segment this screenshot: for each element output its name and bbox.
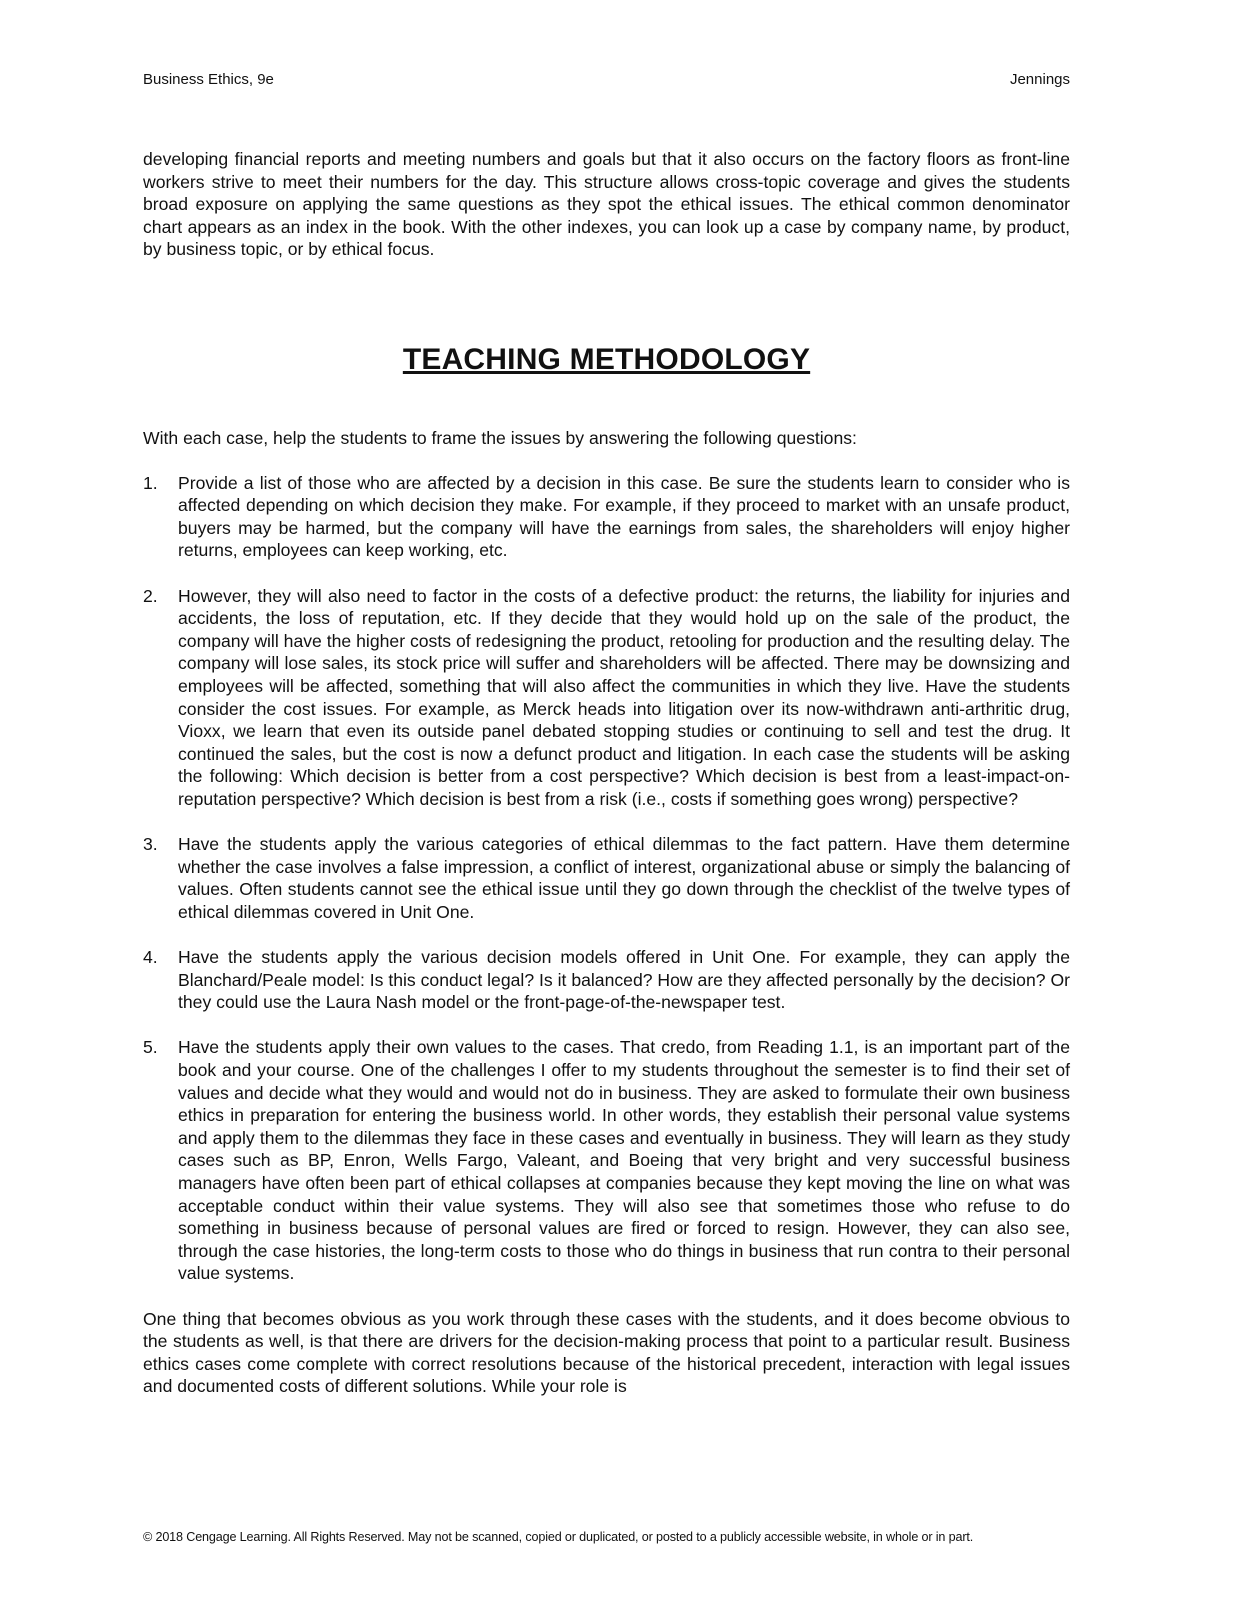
list-item-number: 4. [143, 947, 158, 968]
list-item-number: 2. [143, 585, 158, 606]
list-item-number: 1. [143, 472, 158, 493]
list-item-text: Have the students apply their own values to the cases. That credo, from Reading 1.1, is an important part of the book and your course. One of the challenges I offer to my students throughout the semester is to find their set of values and decide what they would and would not do in business. They are asked to formulate their own business ethics in preparation for entering the business world. In other words, they establish their personal value systems and apply them to the dilemmas they face in these cases and eventually in business. They will learn as they study cases such as BP, Enron, Wells Fargo, Valeant, and Boeing that very bright and very successful business managers have often been part of ethical collapses at companies because they kept moving the line on what was acceptable conduct within their value systems. They will also see that sometimes those who refuse to do something in business because of personal values are fired or forced to resign. However, they can also see, through the case histories, the long-term costs to those who do things in business that run contra to their personal value systems. [178, 1037, 1070, 1284]
list-item-text: However, they will also need to factor in the costs of a defective product: the returns, the liability for injuries and accidents, the loss of reputation, etc. If they decide that they would hold up on the sale of the product, the company will have the higher costs of redesigning the product, retooling for production and the resulting delay. The company will lose sales, its stock price will suffer and shareholders will be affected. There may be downsizing and employees will be affected, something that will also affect the communities in which they live. Have the students consider the cost issues. For example, as Merck heads into litigation over its now-withdrawn anti-arthritic drug, Vioxx, we learn that even its outside panel debated stopping studies or continuing to sell and test the drug. It continued the sales, but the cost is now a defunct product and litigation. In each case the students will be asking the following: Which decision is better from a cost perspective? Which decision is best from a least-impact-on-reputation perspective? Which decision is best from a risk (i.e., costs if something goes wrong) perspective? [178, 585, 1070, 809]
list-item [143, 1036, 1070, 1285]
list-item [143, 833, 1070, 923]
list-item [143, 946, 1070, 1014]
page-header [143, 70, 1070, 90]
list-item-text: Have the students apply the various categories of ethical dilemmas to the fact pattern. Have them determine whether the case involves a false impression, a conflict of interest, organizational abuse or simply the balancing of values. Often students cannot see the ethical issue until they go down through the checklist of the twelve types of ethical dilemmas covered in Unit One. [178, 834, 1070, 922]
author-name: Jennings [1009, 71, 1070, 88]
section-title: TEACHING METHODOLOGY [402, 342, 811, 376]
intro-paragraph: developing financial reports and meeting numbers and goals but that it also occurs on the factory floors as front-line workers strive to meet their numbers for the day. This structure allows cross-topic coverage and gives the students broad exposure on applying the same questions as they spot the ethical issues. The ethical common denominator chart appears as an index in the book. With the other indexes, you can look up a case by company name, by product, by business topic, or by ethical focus. [143, 149, 1070, 260]
book-title: Business Ethics, 9e [143, 71, 274, 88]
list-item [143, 472, 1070, 562]
page-content [143, 148, 1070, 1398]
copyright-footer: © 2018 Cengage Learning. All Rights Reserved. May not be scanned, copied or duplicated, or posted to a publicly accessible website, in whole or in part. [143, 1530, 974, 1544]
list-item-text: Provide a list of those who are affected by a decision in this case. Be sure the students learn to consider who is affected depending on which decision they make. For example, if they proceed to market with an unsafe product, buyers may be harmed, but the company will have the earnings from sales, the shareholders will enjoy higher returns, employees can keep working, etc. [178, 472, 1070, 561]
lead-paragraph: With each case, help the students to frame the issues by answering the following questions: [143, 427, 857, 448]
list-item-text: Have the students apply the various decision models offered in Unit One. For example, they can apply the Blanchard/Peale model: Is this conduct legal? Is it balanced? How are they affected personally by the decision? Or they could use the Laura Nash model or the front-page-of-the-newspaper test. [178, 947, 1070, 1013]
list-item-number: 3. [143, 834, 158, 855]
list-item-number: 5. [143, 1037, 158, 1058]
list-item [143, 585, 1070, 811]
question-list [143, 472, 1070, 1285]
closing-paragraph: One thing that becomes obvious as you work through these cases with the students, and it does become obvious to the students as well, is that there are drivers for the decision-making process that point to a particular result. Business ethics cases come complete with correct resolutions because of the historical precedent, interaction with legal issues and documented costs of different solutions. While your role is [143, 1308, 1070, 1397]
